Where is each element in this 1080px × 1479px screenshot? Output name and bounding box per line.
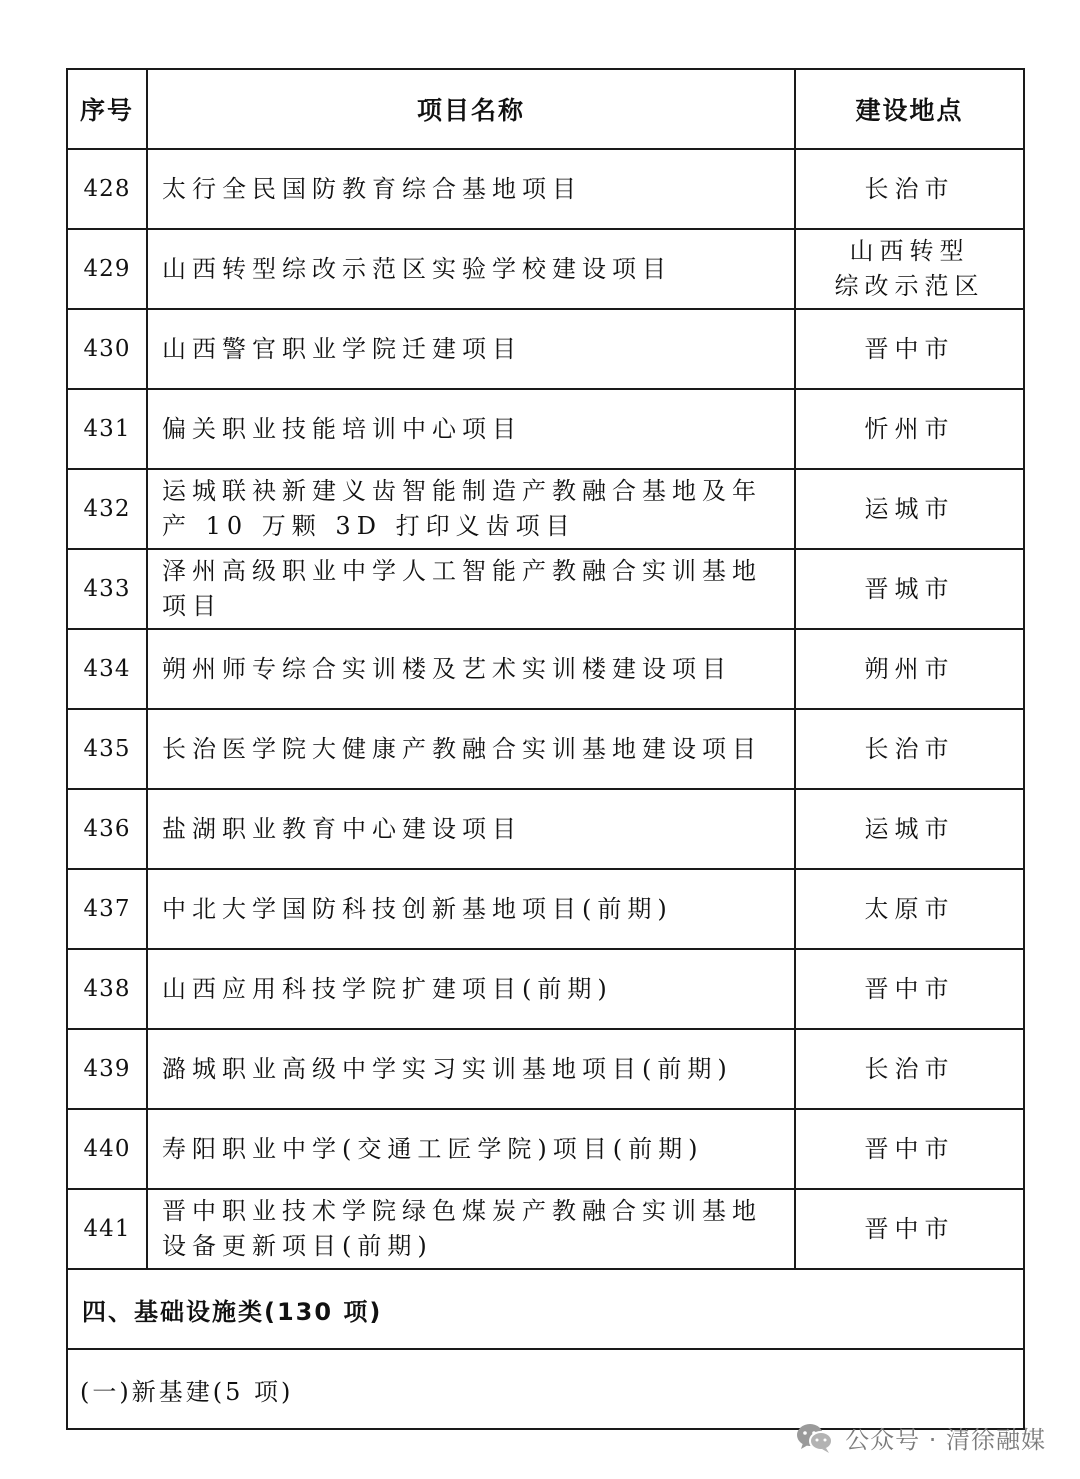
watermark xyxy=(795,1420,1046,1455)
table-row xyxy=(67,549,1024,629)
header-location: 建设地点 xyxy=(795,69,1024,149)
row-project-name: 山西转型综改示范区实验学校建设项目 xyxy=(147,229,795,309)
row-project-name: 长治医学院大健康产教融合实训基地建设项目 xyxy=(147,709,795,789)
header-index: 序号 xyxy=(67,69,147,149)
table-row xyxy=(67,1029,1024,1109)
watermark-text: 公众号 · 清徐融媒 xyxy=(845,1426,1046,1454)
row-location: 晋中市 xyxy=(795,1189,1024,1269)
table-row xyxy=(67,309,1024,389)
row-location: 朔州市 xyxy=(795,629,1024,709)
project-table xyxy=(66,68,1025,1430)
row-index: 440 xyxy=(67,1109,147,1189)
row-location: 晋城市 xyxy=(795,549,1024,629)
row-project-name: 泽州高级职业中学人工智能产教融合实训基地项目 xyxy=(147,549,795,629)
row-project-name: 潞城职业高级中学实习实训基地项目(前期) xyxy=(147,1029,795,1109)
row-index: 437 xyxy=(67,869,147,949)
row-index: 432 xyxy=(67,469,147,549)
row-location: 晋中市 xyxy=(795,949,1024,1029)
row-location: 运城市 xyxy=(795,789,1024,869)
row-index: 434 xyxy=(67,629,147,709)
row-project-name: 山西警官职业学院迁建项目 xyxy=(147,309,795,389)
row-project-name: 运城联袂新建义齿智能制造产教融合基地及年产 10 万颗 3D 打印义齿项目 xyxy=(147,469,795,549)
row-index: 429 xyxy=(67,229,147,309)
row-location: 长治市 xyxy=(795,149,1024,229)
row-location: 运城市 xyxy=(795,469,1024,549)
row-project-name: 山西应用科技学院扩建项目(前期) xyxy=(147,949,795,1029)
table-row xyxy=(67,709,1024,789)
row-index: 438 xyxy=(67,949,147,1029)
row-project-name: 晋中职业技术学院绿色煤炭产教融合实训基地设备更新项目(前期) xyxy=(147,1189,795,1269)
row-index: 430 xyxy=(67,309,147,389)
row-index: 439 xyxy=(67,1029,147,1109)
row-index: 431 xyxy=(67,389,147,469)
section-title: 四、基础设施类(130 项) xyxy=(67,1269,1024,1349)
row-location: 忻州市 xyxy=(795,389,1024,469)
row-location: 山西转型 综改示范区 xyxy=(795,229,1024,309)
section-row xyxy=(67,1269,1024,1349)
table-row xyxy=(67,229,1024,309)
table-row xyxy=(67,789,1024,869)
wechat-icon xyxy=(795,1421,835,1455)
row-location: 晋中市 xyxy=(795,1109,1024,1189)
header-name: 项目名称 xyxy=(147,69,795,149)
row-project-name: 中北大学国防科技创新基地项目(前期) xyxy=(147,869,795,949)
row-index: 428 xyxy=(67,149,147,229)
row-index: 441 xyxy=(67,1189,147,1269)
table-row xyxy=(67,149,1024,229)
table-header-row xyxy=(67,69,1024,149)
subsection-row xyxy=(67,1349,1024,1429)
table-row xyxy=(67,949,1024,1029)
subsection-title: (一)新基建(5 项) xyxy=(67,1349,1024,1429)
table-row xyxy=(67,629,1024,709)
table-row xyxy=(67,469,1024,549)
row-index: 433 xyxy=(67,549,147,629)
row-project-name: 朔州师专综合实训楼及艺术实训楼建设项目 xyxy=(147,629,795,709)
row-location: 晋中市 xyxy=(795,309,1024,389)
row-project-name: 太行全民国防教育综合基地项目 xyxy=(147,149,795,229)
row-index: 435 xyxy=(67,709,147,789)
table-row xyxy=(67,389,1024,469)
row-index: 436 xyxy=(67,789,147,869)
row-location: 长治市 xyxy=(795,709,1024,789)
row-location: 长治市 xyxy=(795,1029,1024,1109)
row-project-name: 寿阳职业中学(交通工匠学院)项目(前期) xyxy=(147,1109,795,1189)
row-project-name: 偏关职业技能培训中心项目 xyxy=(147,389,795,469)
row-location: 太原市 xyxy=(795,869,1024,949)
row-project-name: 盐湖职业教育中心建设项目 xyxy=(147,789,795,869)
table-row xyxy=(67,1189,1024,1269)
table-row xyxy=(67,869,1024,949)
table-row xyxy=(67,1109,1024,1189)
